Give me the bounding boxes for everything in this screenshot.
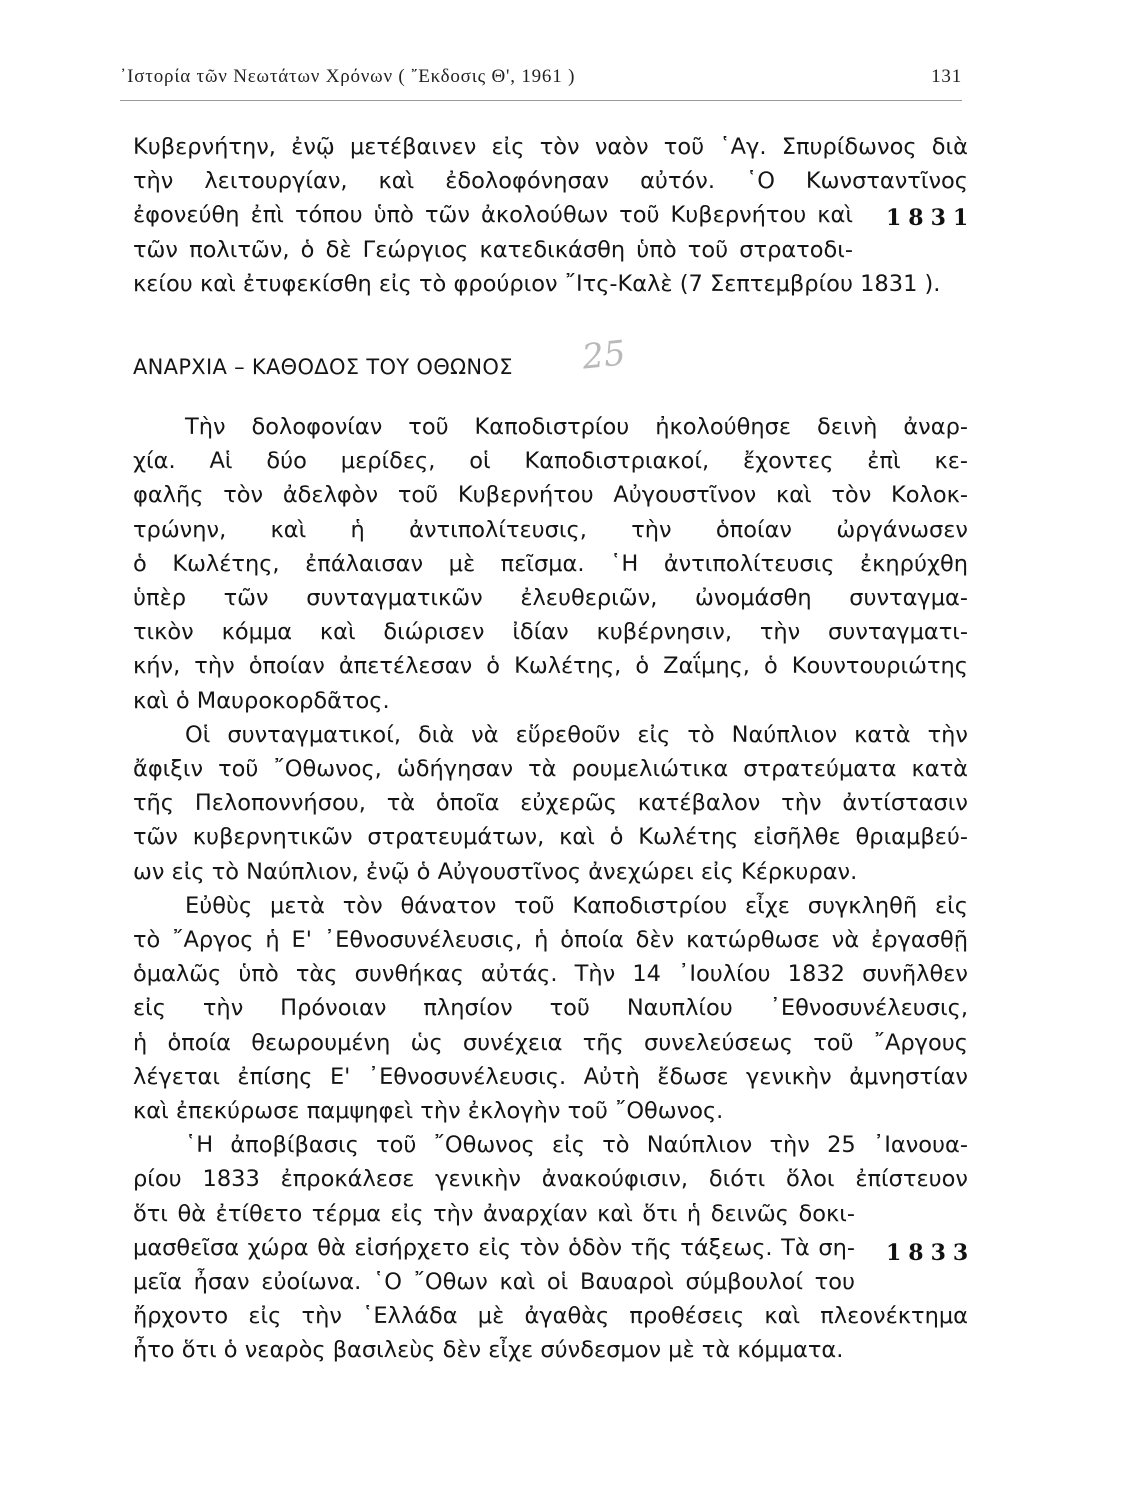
text-line: ῾Η ἀποβίβασις τοῦ ῎Οθωνος εἰς τὸ Ναύπλιον τὴν 25 ᾿Ιανουα- (185, 1132, 968, 1159)
page-number: 131 (931, 66, 962, 87)
text-line: κήν, τὴν ὁποίαν ἀπετέλεσαν ὁ Κωλέτης, ὁ Ζαΐμης, ὁ Κουντουριώτης (133, 653, 968, 680)
text-line: τικὸν κόμμα καὶ διώρισεν ἰδίαν κυβέρνησιν, τὴν συνταγματι- (133, 619, 968, 646)
text-line: τρώνην, καὶ ἡ ἀντιπολίτευσις, τὴν ὁποίαν ὠργάνωσεν (133, 516, 968, 543)
text-line: εἰς τὴν Πρόνοιαν πλησίον τοῦ Ναυπλίου ᾿Εθνοσυνέλευσις, (133, 995, 968, 1022)
text-line: ὑπὲρ τῶν συνταγματικῶν ἐλευθεριῶν, ὠνομάσθη συνταγμα- (133, 585, 968, 612)
text-line: τῆς Πελοποννήσου, τὰ ὁποῖα εὐχερῶς κατέβαλον τὴν ἀντίστασιν (133, 790, 968, 817)
stamp-mark: 25 (580, 333, 628, 378)
text-line: καὶ ὁ Μαυροκορδᾶτος. (133, 687, 390, 714)
text-line: τῶν πολιτῶν, ὁ δὲ Γεώργιος κατεδικάσθη ὑπὸ τοῦ στρατοδι- (133, 236, 853, 263)
text-line: Κυβερνήτην, ἐνῷ μετέβαινεν εἰς τὸν ναὸν τοῦ ῾Αγ. Σπυρίδωνος διὰ (133, 134, 968, 160)
section-heading: ΑΝΑΡΧΙΑ – ΚΑΘΟΔΟΣ ΤΟΥ ΟΘΩΝΟΣ (133, 355, 513, 379)
text-line: Τὴν δολοφονίαν τοῦ Καποδιστρίου ἠκολούθησε δεινὴ ἀναρ- (185, 414, 968, 440)
text-line: φαλῆς τὸν ἀδελφὸν τοῦ Κυβερνήτου Αὐγουστῖνον καὶ τὸν Κολοκ- (133, 482, 968, 509)
text-line: καὶ ἐπεκύρωσε παμψηφεὶ τὴν ἐκλογὴν τοῦ ῎Οθωνος. (133, 1098, 724, 1125)
text-line: ἐφονεύθη ἐπὶ τόπου ὑπὸ τῶν ἀκολούθων τοῦ Κυβερνήτου καὶ (133, 202, 853, 229)
text-line: ἦτο ὅτι ὁ νεαρὸς βασιλεὺς δὲν εἶχε σύνδεσμον μὲ τὰ κόμματα. (133, 1337, 844, 1364)
paragraph-continuation (133, 130, 968, 301)
header-title: ᾿Ιστορία τῶν Νεωτάτων Χρόνων ( ῎Εκδοσις Θ', 1961 ) (120, 66, 576, 87)
text-line: τῶν κυβερνητικῶν στρατευμάτων, καὶ ὁ Κωλέτης εἰσῆλθε θριαμβεύ- (133, 824, 968, 851)
margin-year-1831: 1831 (886, 205, 976, 231)
text-line: Εὐθὺς μετὰ τὸν θάνατον τοῦ Καποδιστρίου εἶχε συγκληθῆ εἰς (185, 892, 968, 919)
margin-year-1833: 1833 (886, 1240, 976, 1266)
text-line: ὁμαλῶς ὑπὸ τὰς συνθήκας αὐτάς. Τὴν 14 ᾿Ιουλίου 1832 συνῆλθεν (133, 961, 968, 988)
text-line: χία. Αἱ δύο μερίδες, οἱ Καποδιστριακοί, ἔχοντες ἐπὶ κε- (133, 448, 968, 475)
body-text (133, 410, 968, 1368)
text-line: μεῖα ἦσαν εὐοίωνα. ῾Ο ῎Οθων καὶ οἱ Βαυαροὶ σύμβουλοί του (133, 1269, 855, 1296)
text-line: τὴν λειτουργίαν, καὶ ἐδολοφόνησαν αὐτόν. ῾Ο Κωνσταντῖνος (133, 168, 968, 195)
header-rule (120, 100, 962, 101)
text-line: ὁ Κωλέτης, ἐπάλαισαν μὲ πεῖσμα. ῾Η ἀντιπολίτευσις ἐκηρύχθη (133, 550, 968, 577)
text-line: Οἱ συνταγματικοί, διὰ νὰ εὕρεθοῦν εἰς τὸ Ναύπλιον κατὰ τὴν (185, 721, 968, 748)
text-line: ων εἰς τὸ Ναύπλιον, ἐνῷ ὁ Αὐγουστῖνος ἀνεχώρει εἰς Κέρκυραν. (133, 858, 858, 885)
text-line: ρίου 1833 ἐπροκάλεσε γενικὴν ἀνακούφισιν, διότι ὅλοι ἐπίστευον (133, 1166, 968, 1193)
text-line: ἡ ὁποία θεωρουμένη ὡς συνέχεια τῆς συνελεύσεως τοῦ ῎Αργους (133, 1029, 968, 1056)
text-line: ἄφιξιν τοῦ ῎Οθωνος, ὡδήγησαν τὰ ρουμελιώτικα στρατεύματα κατὰ (133, 756, 968, 783)
text-line: ἤρχοντο εἰς τὴν ῾Ελλάδα μὲ ἀγαθὰς προθέσεις καὶ πλεονέκτημα (133, 1303, 968, 1330)
text-line: κείου καὶ ἐτυφεκίσθη εἰς τὸ φρούριον ῎Ιτς-Καλὲ (7 Σεπτεμβρίου 1831 ). (133, 270, 941, 297)
text-line: λέγεται ἐπίσης Ε' ᾿Εθνοσυνέλευσις. Αὐτὴ ἔδωσε γενικὴν ἀμνηστίαν (133, 1063, 968, 1090)
text-line: μασθεῖσα χώρα θὰ εἰσήρχετο εἰς τὸν ὁδὸν τῆς τάξεως. Τὰ ση- (133, 1234, 855, 1261)
text-line: τὸ ῎Αργος ἡ Ε' ᾿Εθνοσυνέλευσις, ἡ ὁποία δὲν κατώρθωσε νὰ ἐργασθῇ (133, 927, 968, 954)
text-line: ὅτι θὰ ἐτίθετο τέρμα εἰς τὴν ἀναρχίαν καὶ ὅτι ἡ δεινῶς δοκι- (133, 1200, 855, 1227)
